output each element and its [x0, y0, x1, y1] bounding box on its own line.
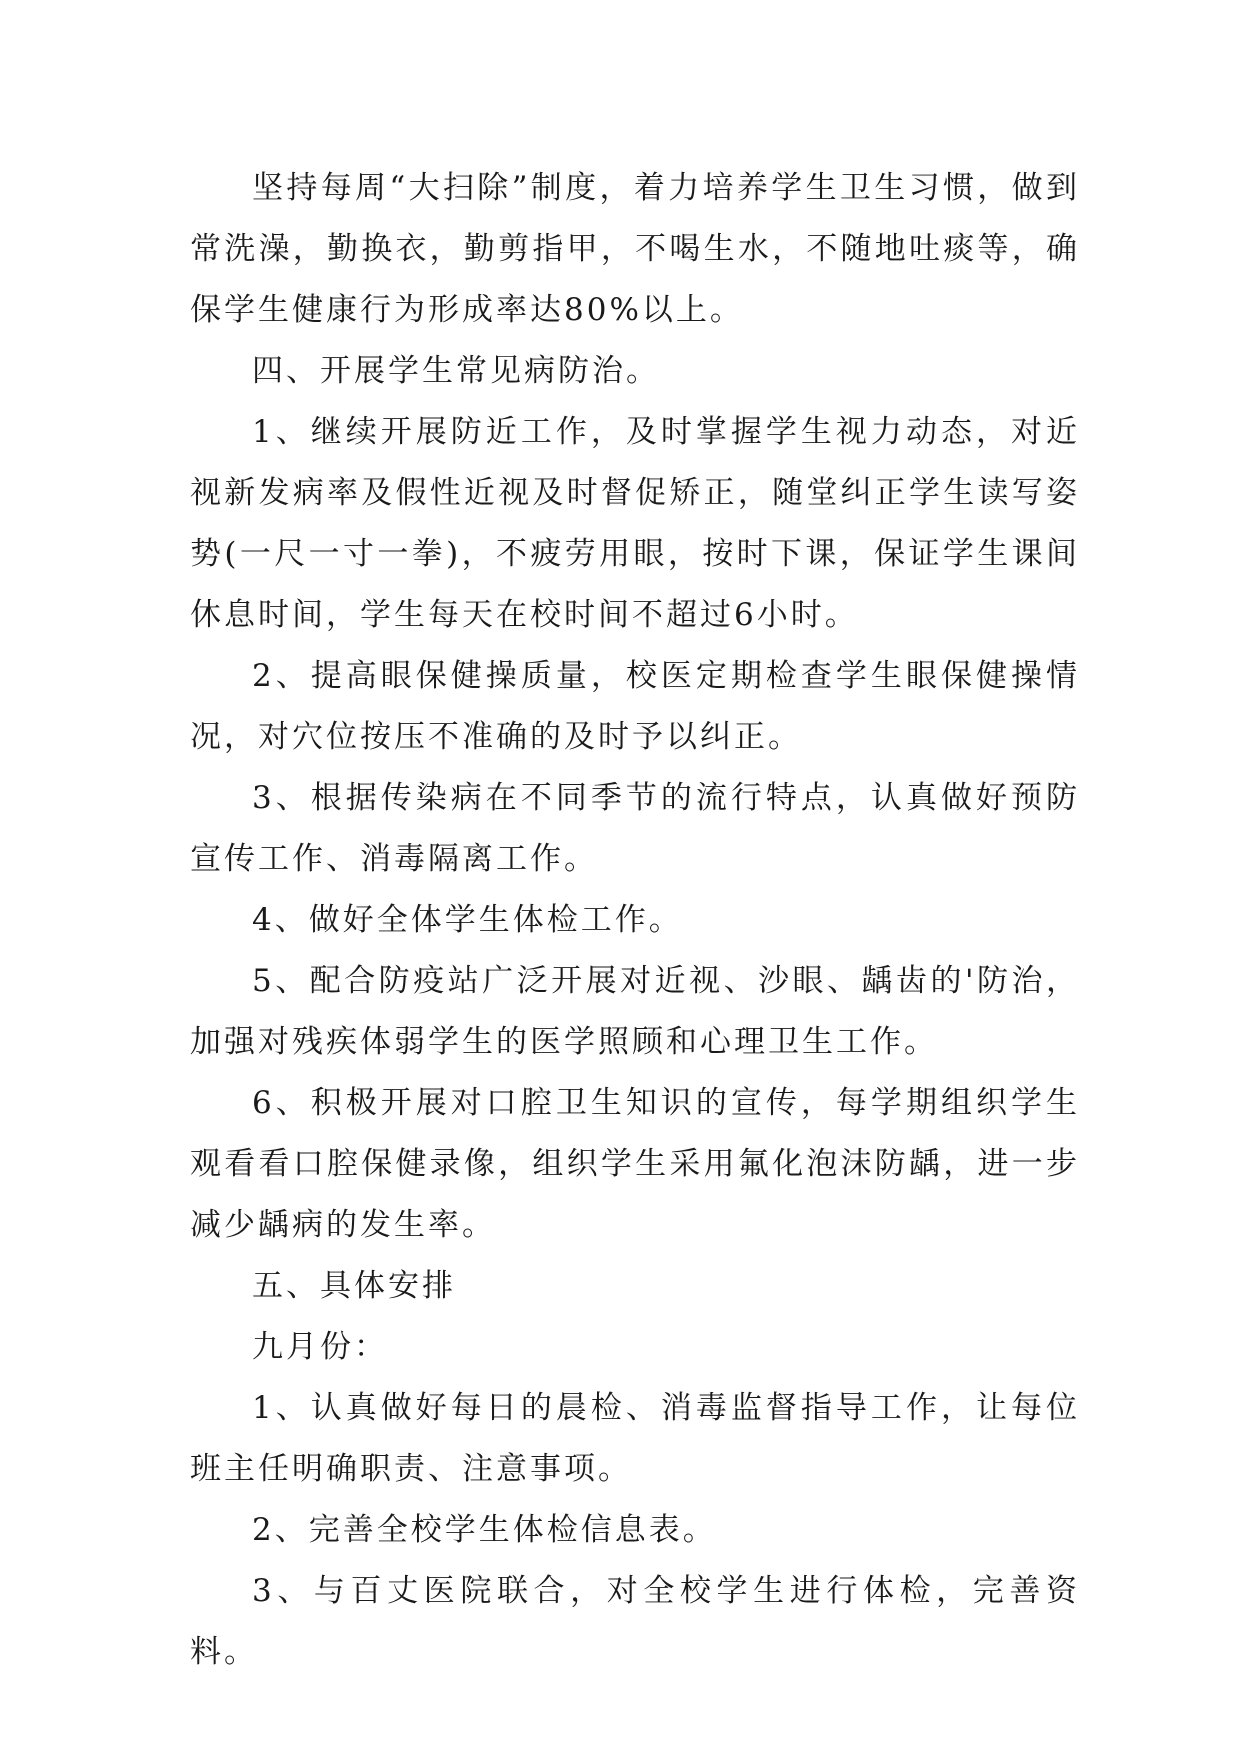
- document-body: [190, 158, 1080, 1683]
- paragraph-oral-health: 6、积极开展对口腔卫生知识的宣传，每学期组织学生观看看口腔保健录像，组织学生采用氟化泡沫防龋，进一步减少龋病的发生率。: [190, 1085, 1080, 1243]
- paragraph-infectious-disease: 3、根据传染病在不同季节的流行特点，认真做好预防宣传工作、消毒隔离工作。: [190, 780, 1080, 877]
- paragraph-morning-check: 1、认真做好每日的晨检、消毒监督指导工作，让每位班主任明确职责、注意事项。: [190, 1390, 1080, 1487]
- month-heading-september: 九月份：: [252, 1329, 388, 1365]
- paragraph-hygiene-habits: 坚持每周“大扫除”制度，着力培养学生卫生习惯，做到常洗澡，勤换衣，勤剪指甲，不喝生水，不随地吐痰等，确保学生健康行为形成率达80%以上。: [190, 170, 1080, 328]
- paragraph-hospital-exam: 3、与百丈医院联合，对全校学生进行体检，完善资料。: [190, 1573, 1080, 1670]
- paragraph-myopia-prevention: 1、继续开展防近工作，及时掌握学生视力动态，对近视新发病率及假性近视及时督促矫正，随堂纠正学生读写姿势(一尺一寸一拳)，不疲劳用眼，按时下课，保证学生课间休息时间，学生每天在校时间不超过6小时。: [190, 414, 1080, 633]
- paragraph-epidemic-station: 5、配合防疫站广泛开展对近视、沙眼、龋齿的'防治，加强对残疾体弱学生的医学照顾和心理卫生工作。: [190, 963, 1080, 1060]
- paragraph-health-info-form: 2、完善全校学生体检信息表。: [252, 1512, 717, 1548]
- paragraph-eye-exercises: 2、提高眼保健操质量，校医定期检查学生眼保健操情况，对穴位按压不准确的及时予以纠正。: [190, 658, 1080, 755]
- section-heading-arrangement: 五、具体安排: [252, 1268, 456, 1304]
- section-heading-common-diseases: 四、开展学生常见病防治。: [252, 353, 660, 389]
- paragraph-physical-exam: 4、做好全体学生体检工作。: [252, 902, 683, 938]
